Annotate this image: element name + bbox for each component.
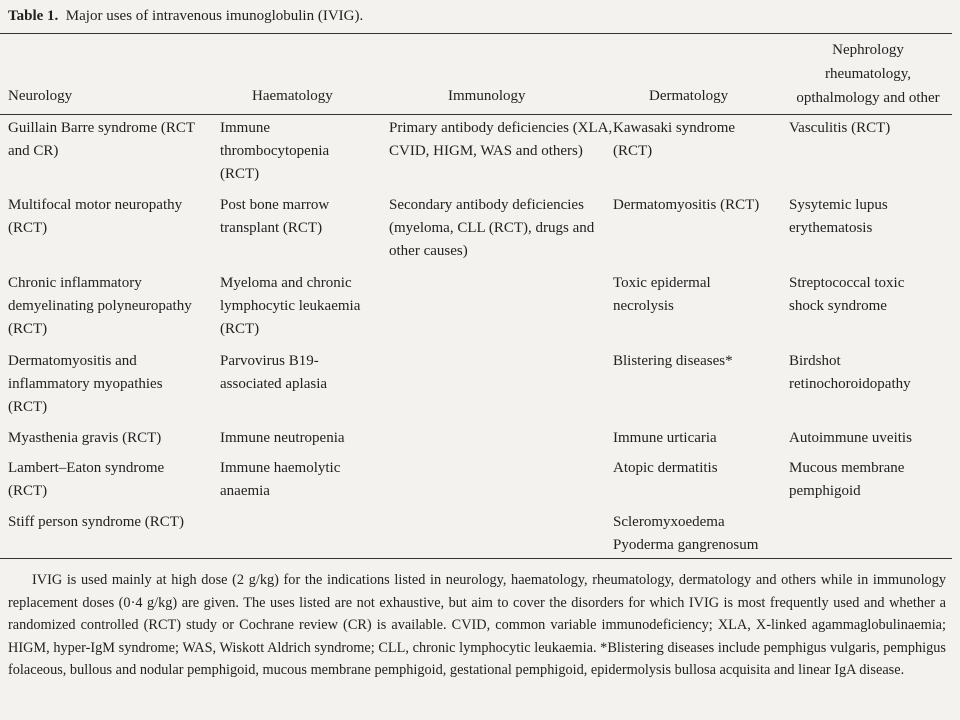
row3-dermatology: Toxic epidermal necrolysis bbox=[613, 275, 711, 314]
table-footnote: IVIG is used mainly at high dose (2 g/kg) for the indications listed in neurology, haematology, rheumatology, dermatology and others while in immunology replacement doses (0·4 g/kg) are given. The uses listed are not exhaustive, but aim to cover the disorders for which IVIG is most frequently used and whether a randomized controlled (RCT) study or Cochrane review (CR) is available. CVID, common variable immunodeficiency; XLA, X-linked agammaglobulinaemia; HIGM, hyper-IgM syndrome; WAS, Wiskott Aldrich syndrome; CLL, chronic lymphocytic leukaemia. *Blistering diseases include pemphigus vulgaris, pemphigus folaceous, bullous and nodular pemphigoid, mucous membrane pemphigoid, gestational pemphigoid, epidermolysis bullosa acquisita and linear IgA disease. bbox=[8, 572, 946, 679]
row1-dermatology: Kawasaki syndrome (RCT) bbox=[613, 120, 736, 159]
row2-neurology: Multifocal motor neuropathy (RCT) bbox=[8, 197, 183, 236]
header-other-line3: opthalmology and other bbox=[796, 90, 940, 106]
row1-haematology: Immune thrombocytopenia (RCT) bbox=[220, 120, 330, 182]
bottom-rule bbox=[0, 558, 952, 559]
row1-neurology: Guillain Barre syndrome (RCT and CR) bbox=[8, 120, 195, 159]
row6-dermatology: Atopic dermatitis bbox=[613, 460, 718, 476]
row4-dermatology: Blistering diseases* bbox=[613, 353, 733, 369]
header-other-line2: rheumatology, bbox=[824, 66, 912, 82]
row1-other: Vasculitis (RCT) bbox=[789, 120, 891, 136]
top-rule bbox=[0, 33, 952, 34]
table-caption bbox=[8, 8, 363, 25]
row2-other: Sysytemic lupus erythematosis bbox=[789, 197, 888, 236]
header-other bbox=[780, 38, 956, 110]
row2-dermatology: Dermatomyositis (RCT) bbox=[613, 197, 760, 213]
row3-haematology: Myeloma and chronic lymphocytic leukaemia (RCT) bbox=[220, 275, 361, 337]
row2-immunology: Secondary antibody deficiencies (myeloma, CLL (RCT), drugs and other causes) bbox=[389, 197, 595, 259]
row7-neurology: Stiff person syndrome (RCT) bbox=[8, 514, 184, 530]
row5-haematology: Immune neutropenia bbox=[220, 430, 345, 446]
row5-dermatology: Immune urticaria bbox=[613, 430, 717, 446]
row3-neurology: Chronic inflammatory demyelinating polyneuropathy (RCT) bbox=[8, 275, 192, 337]
row6-other: Mucous membrane pemphigoid bbox=[789, 460, 905, 499]
row1-immunology: Primary antibody deficiencies (XLA, CVID, HIGM, WAS and others) bbox=[389, 120, 613, 159]
table-title: Major uses of intravenous imunoglobulin (IVIG). bbox=[65, 8, 364, 24]
row5-other: Autoimmune uveitis bbox=[789, 430, 912, 446]
row4-haematology: Parvovirus B19-associated aplasia bbox=[220, 353, 328, 392]
row4-neurology: Dermatomyositis and inflammatory myopathies (RCT) bbox=[8, 353, 163, 415]
row4-other: Birdshot retinochoroidopathy bbox=[789, 353, 911, 392]
row3-other: Streptococcal toxic shock syndrome bbox=[789, 275, 905, 314]
header-immunology: Immunology bbox=[448, 88, 526, 104]
row5-neurology: Myasthenia gravis (RCT) bbox=[8, 430, 162, 446]
row6-neurology: Lambert–Eaton syndrome (RCT) bbox=[8, 460, 165, 499]
header-neurology: Neurology bbox=[8, 88, 73, 104]
header-dermatology: Dermatology bbox=[649, 88, 729, 104]
row2-haematology: Post bone marrow transplant (RCT) bbox=[220, 197, 330, 236]
header-other-line1: Nephrology bbox=[832, 42, 904, 58]
header-haematology: Haematology bbox=[252, 88, 333, 104]
row6-haematology: Immune haemolytic anaemia bbox=[220, 460, 341, 499]
header-rule bbox=[0, 114, 952, 115]
row7-dermatology-extra: Pyoderma gangrenosum bbox=[613, 537, 759, 553]
table-number: Table 1. bbox=[8, 8, 59, 24]
row7-dermatology: Scleromyxoedema bbox=[613, 514, 725, 530]
